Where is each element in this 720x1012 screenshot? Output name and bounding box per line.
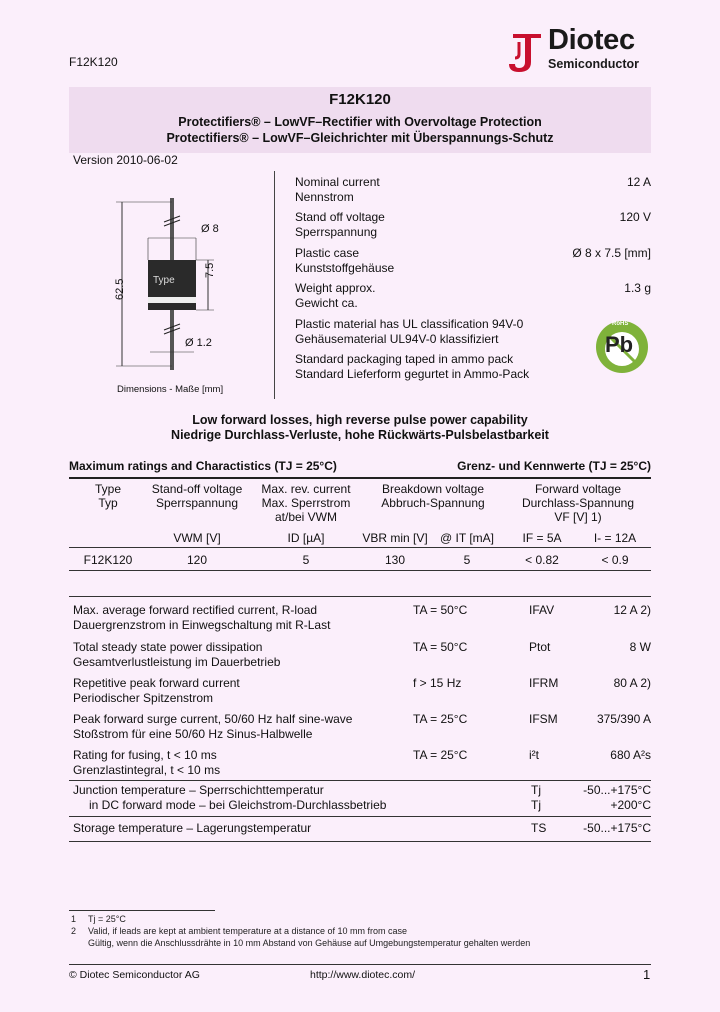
- dimensions-caption: Dimensions - Maße [mm]: [117, 384, 224, 395]
- rating-ptot: Total steady state power dissipation Gesamtverlustleistung im Dauerbetrieb TA = 50°C Ptot 8 W: [73, 640, 651, 669]
- col-breakdown-header: Breakdown voltage Abbruch-Spannung: [381, 482, 485, 510]
- brand-name: Diotec: [548, 24, 635, 56]
- unit-id: ID [µA]: [287, 531, 325, 545]
- unit-vwm: VWM [V]: [173, 531, 221, 545]
- unit-if-5a: IF = 5A: [522, 531, 562, 545]
- temps-top-rule: [69, 780, 651, 781]
- col-type-header: Type Typ: [94, 482, 121, 510]
- unit-vbr: VBR min [V]: [362, 531, 428, 545]
- dim-body-length: 7.5: [204, 262, 216, 278]
- pb-badge-symbol: Pb: [605, 332, 634, 357]
- col-standoff-header: Stand-off voltage Sperrspannung: [151, 482, 243, 510]
- ratings-bottom-rule: [69, 841, 651, 842]
- col-forward-header: Forward voltage Durchlass-Spannung VF [V] 1): [521, 482, 635, 524]
- col-revcurrent-header: Max. rev. current Max. Sperrstrom at/bei VWM: [261, 482, 351, 524]
- header-part-number: F12K120: [69, 55, 118, 69]
- row-id: 5: [302, 553, 310, 567]
- spec-packaging: Standard packaging taped in ammo pack Standard Lieferform gegurtet in Ammo-Pack: [295, 352, 530, 381]
- max-ratings-top-rule: [69, 596, 651, 597]
- footnote-2-number: 2: [71, 926, 77, 936]
- rating-i2t: Rating for fusing, t < 10 ms Grenzlastintegral, t < 10 ms TA = 25°C i²t 680 A²s: [73, 748, 651, 777]
- subtitle-german: Protectifiers® – LowVF–Gleichrichter mit Überspannungs-Schutz: [166, 131, 554, 145]
- spec-plastic-case: Plastic case Kunststoffgehäuse Ø 8 x 7.5 [mm]: [295, 246, 651, 275]
- unit-if-12a: I- = 12A: [593, 531, 637, 545]
- row-type: F12K120: [83, 553, 133, 567]
- rating-junction-temp: Junction temperature – Sperrschichttemperatur in DC forward mode – bei Gleichstrom-Durchlassbetrieb Tj Tj -50...+175°C +200°C: [73, 783, 651, 812]
- package-dimension-drawing: [110, 180, 280, 380]
- rohs-badge-text: RoHS: [612, 321, 629, 327]
- footnote-2-english: Valid, if leads are kept at ambient temperature at a distance of 10 mm from case: [88, 926, 407, 936]
- dim-total-length: 62.5: [114, 278, 126, 300]
- footnote-rule: [69, 910, 215, 911]
- row-vf-5a: < 0.82: [525, 553, 559, 567]
- rating-ifrm: Repetitive peak forward current Periodischer Spitzenstrom f > 15 Hz IFRM 80 A 2): [73, 676, 651, 705]
- footnote-1: Tj = 25°C: [88, 914, 126, 924]
- subtitle-english: Protectifiers® – LowVF–Rectifier with Overvoltage Protection: [178, 115, 542, 129]
- spec-divider: [274, 171, 275, 399]
- footnote-2-german: Gültig, wenn die Anschlussdrähte in 10 mm Abstand von Gehäuse auf Umgebungstemperatur gehalten werden: [88, 938, 531, 948]
- body-type-label: Type: [153, 275, 175, 286]
- footer-company: © Diotec Semiconductor AG: [69, 969, 200, 981]
- ratings-header-rule: [69, 477, 651, 479]
- brand-subtitle: Semiconductor: [548, 57, 639, 71]
- rating-storage-temp: Storage temperature – Lagerungstemperatur TS -50...+175°C: [73, 821, 651, 835]
- dim-wire-diameter: Ø 1.2: [185, 337, 212, 349]
- footer-url[interactable]: http://www.diotec.com/: [310, 969, 416, 981]
- unit-it: @ IT [mA]: [440, 531, 494, 545]
- spec-standoff-voltage: Stand off voltage Sperrspannung 120 V: [295, 210, 651, 239]
- version-label: Version 2010-06-02: [73, 153, 178, 167]
- feature-english: Low forward losses, high reverse pulse power capability: [192, 413, 528, 427]
- storage-top-rule: [69, 816, 651, 817]
- footer-rule: [69, 964, 651, 965]
- char-table-rule: [69, 547, 651, 548]
- row-it: 5: [463, 553, 471, 567]
- spec-nominal-current: Nominal current Nennstrom 12 A: [295, 175, 651, 204]
- rating-ifsm: Peak forward surge current, 50/60 Hz half sine-wave Stoßstrom für eine 50/60 Hz Sinus-Halbwelle TA = 25°C IFSM 375/390 A: [73, 712, 651, 741]
- row-vbr: 130: [384, 553, 406, 567]
- row-vf-12a: < 0.9: [601, 553, 629, 567]
- document-title: F12K120: [329, 91, 391, 108]
- row-vwm: 120: [186, 553, 208, 567]
- rating-ifav: Max. average forward rectified current, R-load Dauergrenzstrom in Einwegschaltung mit R-Last TA = 50°C IFAV 12 A 2): [73, 603, 651, 632]
- diotec-logo-icon: [505, 28, 545, 74]
- char-table-bottom-rule: [69, 570, 651, 571]
- feature-german: Niedrige Durchlass-Verluste, hohe Rückwärts-Pulsbelastbarkeit: [171, 428, 549, 442]
- spec-weight: Weight approx. Gewicht ca. 1.3 g: [295, 281, 651, 310]
- ratings-header: Maximum ratings and Charactistics (TJ = 25°C) Grenz- und Kennwerte (TJ = 25°C): [69, 459, 651, 473]
- page-number: 1: [643, 967, 651, 982]
- spec-ul-classification: Plastic material has UL classification 94V-0 Gehäusematerial UL94V-0 klassifiziert: [295, 317, 524, 346]
- dim-diameter: Ø 8: [201, 223, 219, 235]
- footnote-1-number: 1: [71, 914, 77, 924]
